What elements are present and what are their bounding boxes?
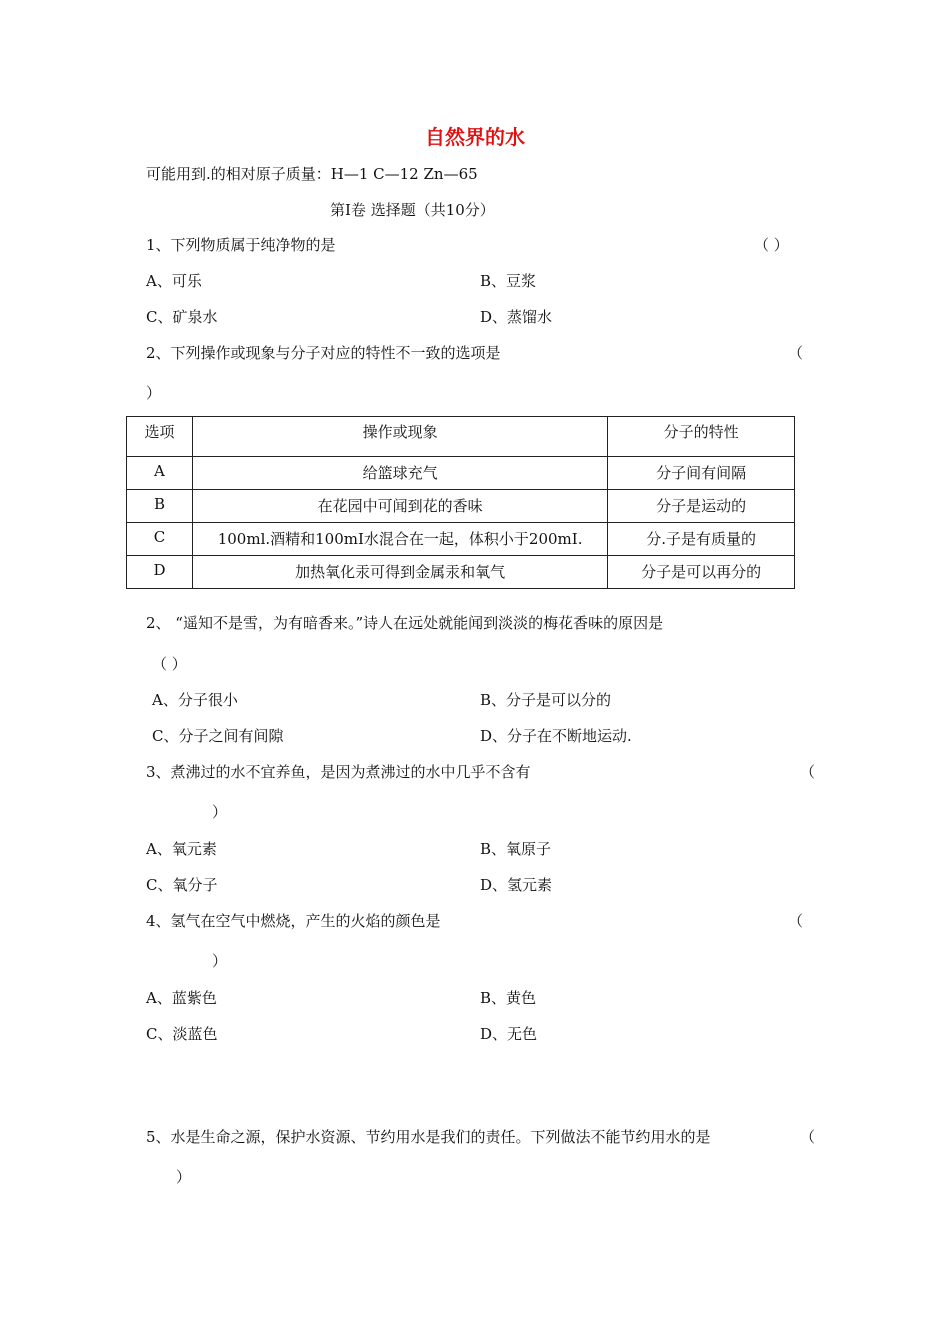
table-cell: C	[127, 523, 193, 556]
table-cell: 给篮球充气	[192, 457, 607, 490]
table-cell: 分子间有间隔	[608, 457, 795, 490]
question-3-option-c: C、氧分子	[146, 876, 218, 894]
question-1-answer-blank: （ ）	[754, 236, 789, 254]
question-4-option-b: B、黄色	[480, 989, 537, 1007]
table-header-cell: 操作或现象	[192, 417, 607, 457]
table-cell: 加热氧化汞可得到金属汞和氧气	[192, 556, 607, 589]
question-2b-option-b: B、分子是可以分的	[480, 691, 612, 709]
table-row	[127, 523, 795, 556]
question-4-paren-open: （	[788, 912, 804, 930]
section-heading: 第Ⅰ卷 选择题（共10分）	[330, 201, 495, 219]
question-2b-option-d: D、分子在不断地运动.	[480, 727, 632, 745]
question-4-option-d: D、无色	[480, 1025, 538, 1043]
table-cell: A	[127, 457, 193, 490]
options-table	[126, 416, 795, 589]
question-3-option-d: D、氢元素	[480, 876, 553, 894]
question-3-paren-open: （	[800, 763, 816, 781]
table-header-cell: 选项	[127, 417, 193, 457]
question-1-option-b: B、豆浆	[480, 272, 537, 290]
table-cell: 分子是可以再分的	[608, 556, 795, 589]
table-header-row	[127, 417, 795, 457]
question-2b-answer-blank: （ ）	[152, 655, 187, 673]
question-3-paren-close: ）	[212, 803, 228, 821]
question-3-option-a: A、氧元素	[146, 840, 217, 858]
atomic-mass-line: 可能用到.的相对原子质量：H—1 C—12 Zn—65	[146, 165, 478, 183]
question-2b-option-a: A、分子很小	[152, 691, 238, 709]
question-4-stem: 4、氢气在空气中燃烧，产生的火焰的颜色是	[146, 912, 441, 930]
question-4-paren-close: ）	[212, 952, 228, 970]
question-5-paren-close: ）	[176, 1168, 192, 1186]
question-4-option-a: A、蓝紫色	[146, 989, 217, 1007]
question-3-stem: 3、煮沸过的水不宜养鱼，是因为煮沸过的水中几乎不含有	[146, 763, 531, 781]
table-header-cell: 分子的特性	[608, 417, 795, 457]
table-cell: D	[127, 556, 193, 589]
question-5-stem: 5、水是生命之源，保护水资源、节约用水是我们的责任。下列做法不能节约用水的是	[146, 1128, 711, 1146]
question-2b-option-c: C、分子之间有间隙	[152, 727, 284, 745]
question-2-paren-close: ）	[146, 384, 162, 402]
question-3-option-b: B、氧原子	[480, 840, 552, 858]
table-cell: B	[127, 490, 193, 523]
question-2-paren-open: （	[788, 344, 804, 362]
question-2-stem: 2、下列操作或现象与分子对应的特性不一致的选项是	[146, 344, 501, 362]
question-1-option-c: C、矿泉水	[146, 308, 218, 326]
page-title: 自然界的水	[425, 125, 525, 149]
question-2b-stem: 2、 “遥知不是雪，为有暗香来。”诗人在远处就能闻到淡淡的梅花香味的原因是	[146, 614, 664, 632]
table-cell: 分子是运动的	[608, 490, 795, 523]
question-1-stem: 1、下列物质属于纯净物的是	[146, 236, 336, 254]
question-1-option-d: D、蒸馏水	[480, 308, 553, 326]
table-cell: 100ml.酒精和100mI水混合在一起，体积小于200mI.	[192, 523, 607, 556]
table-row	[127, 556, 795, 589]
table-row	[127, 490, 795, 523]
table-cell: 分.子是有质量的	[608, 523, 795, 556]
question-1-option-a: A、可乐	[146, 272, 202, 290]
question-4-option-c: C、淡蓝色	[146, 1025, 218, 1043]
table-row	[127, 457, 795, 490]
question-5-paren-open: （	[800, 1128, 816, 1146]
table-cell: 在花园中可闻到花的香味	[192, 490, 607, 523]
